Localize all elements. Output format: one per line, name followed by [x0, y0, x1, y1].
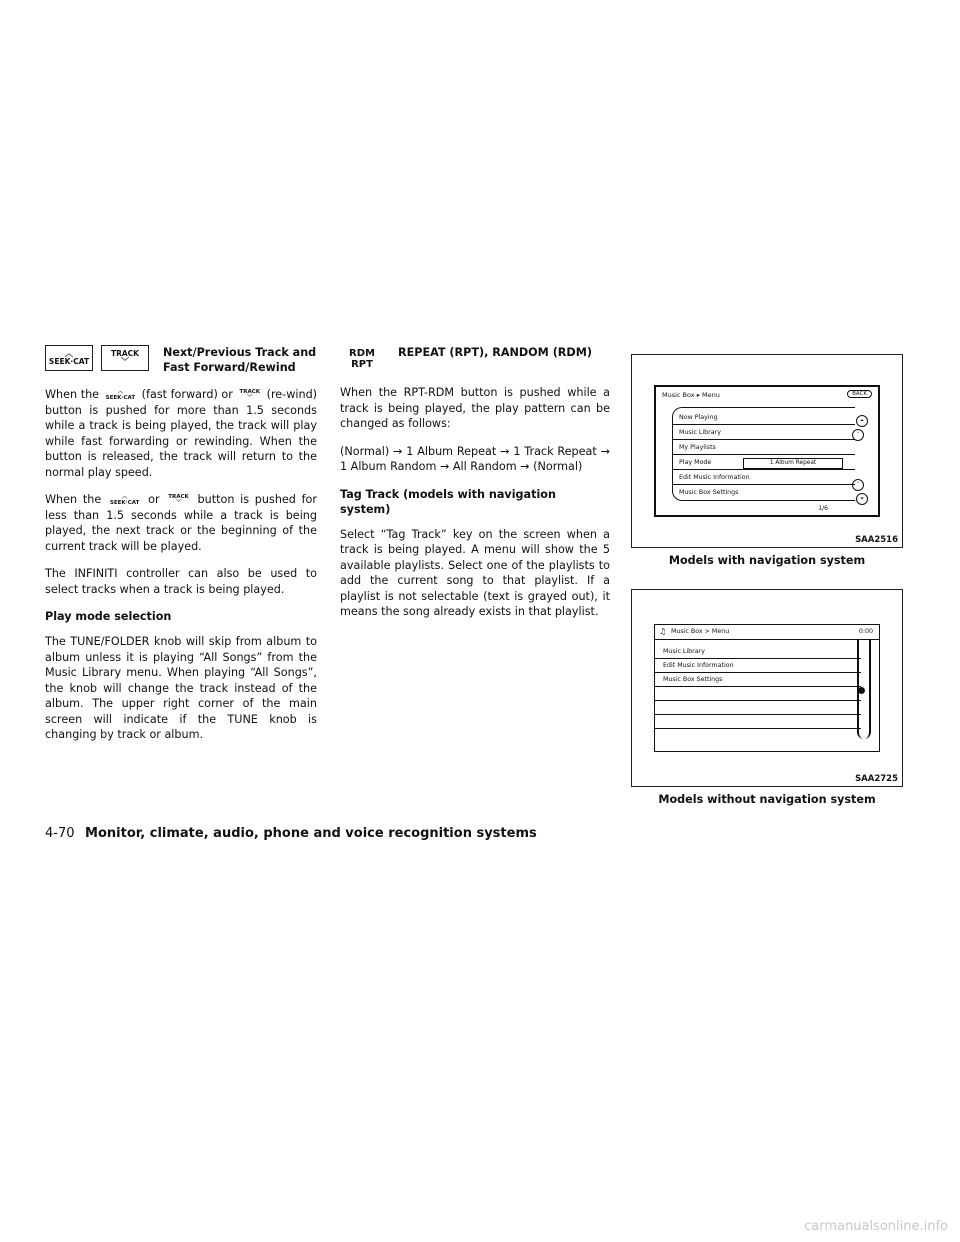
middle-column	[340, 345, 610, 632]
scroll-top-icon: ⏶	[856, 415, 868, 427]
scroll-dial-icon	[857, 639, 871, 739]
paragraph-controller: The INFINITI controller can also be used to select tracks when a track is being played.	[45, 567, 317, 596]
figure-code: SAA2725	[855, 774, 898, 784]
play-mode-value: 1 Album Repeat	[743, 458, 843, 469]
menu-item: Play Mode	[679, 459, 712, 466]
chevron-up-icon: ︿	[65, 349, 73, 358]
menu-list	[672, 407, 855, 501]
page-indicator: 1/6	[818, 505, 828, 512]
track-label: TRACK	[110, 349, 139, 358]
paragraph-tag-track: Select “Tag Track” key on the screen when a track is being played. A menu will show the 5 available playlists. Select one of the playlists to add the current song to that playlist. If a playlist is not selectable (text is grayed out), it means the song already exists in that playlist.	[340, 527, 610, 618]
figure-non-nav-screen	[631, 589, 903, 787]
figure-caption: Models without navigation system	[658, 793, 876, 806]
menu-item: Music Library	[655, 645, 861, 659]
back-button: BACK	[847, 390, 872, 398]
track-button-header	[45, 345, 317, 375]
rdm-rpt-button-icon: RDM RPT	[340, 345, 384, 373]
menu-row-empty	[655, 715, 861, 729]
seek-cat-inline-icon: ︿ SEEK·CAT	[105, 389, 136, 401]
menu-item: Now Playing	[679, 414, 718, 421]
paragraph-next-track: When the ︿ SEEK·CAT or TRACK ﹀ button is pushed for less than 1.5 seconds while a track is being played, the next track or the beginning of the current track will be played.	[45, 493, 317, 553]
track-button-icon	[101, 345, 149, 371]
watermark: carmanualsonline.info	[804, 1219, 948, 1234]
menu-row-empty	[655, 701, 861, 715]
tag-track-heading: Tag Track (models with navigation system)	[340, 487, 556, 516]
chevron-down-icon: ﹀	[121, 357, 129, 366]
menu-item: My Playlists	[679, 444, 716, 451]
figure-code: SAA2516	[855, 535, 898, 545]
menu-row-empty	[655, 687, 861, 701]
time-display: 0:00	[858, 628, 873, 635]
scroll-down-icon: ˅	[852, 479, 864, 491]
paragraph-fast-forward: When the ︿ SEEK·CAT (fast forward) or TRACK ﹀ (re-wind) button is pushed for more than 1.5 seconds while a track is being played, the track will play while fast forwarding or rewinding. When the button is released, the track will return to the normal play speed.	[45, 388, 318, 479]
rdm-button-header	[340, 345, 610, 373]
paragraph-play-sequence: (Normal) → 1 Album Repeat → 1 Track Repeat → 1 Album Random → All Random → (Normal)	[340, 444, 610, 473]
scroll-bottom-icon: ⏷	[856, 493, 868, 505]
menu-item: Music Box Settings	[679, 489, 739, 496]
screen-title: Music Box > Menu	[671, 628, 730, 635]
menu-item: Edit Music Information	[679, 474, 750, 481]
figure-caption: Models with navigation system	[668, 554, 866, 567]
seek-cat-label: SEEK·CAT	[48, 357, 90, 366]
repeat-random-heading: REPEAT (RPT), RANDOM (RDM)	[398, 346, 592, 359]
seek-cat-inline-icon: ︿ SEEK·CAT	[109, 494, 140, 506]
chapter-title: Monitor, climate, audio, phone and voice recognition systems	[85, 826, 537, 841]
screen-title: Music Box ▸ Menu	[662, 391, 720, 399]
page-footer	[45, 826, 537, 841]
paragraph-rpt-rdm: When the RPT-RDM button is pushed while a track is being played, the play pattern can be changed as follows:	[340, 386, 610, 430]
page-number: 4-70	[45, 826, 75, 841]
menu-item: Edit Music Information	[655, 659, 861, 673]
track-section-heading: Next/Previous Track and Fast Forward/Rewind	[163, 346, 317, 374]
left-column	[45, 345, 317, 755]
menu-item: Music Box Settings	[655, 673, 861, 687]
figure-nav-screen	[631, 354, 903, 548]
track-inline-icon: TRACK ﹀	[239, 389, 260, 401]
play-mode-heading: Play mode selection	[45, 610, 172, 623]
right-column	[631, 354, 903, 806]
nav-screen	[654, 385, 880, 517]
scroll-up-icon: ˄	[852, 429, 864, 441]
music-box-icon: ♫	[659, 627, 667, 636]
menu-item: Music Library	[679, 429, 721, 436]
track-inline-icon: TRACK ﹀	[168, 494, 189, 506]
scroll-position-icon	[858, 687, 865, 694]
non-nav-screen	[654, 624, 880, 752]
paragraph-tune-knob: The TUNE/FOLDER knob will skip from album to album unless it is playing “All Songs” from the Music Library menu. When playing “All Songs”, the knob will change the track instead of the album. The upper right corner of the main screen will indicate if the TUNE knob is changing by track or album.	[45, 635, 317, 741]
seek-cat-button-icon	[45, 345, 93, 371]
